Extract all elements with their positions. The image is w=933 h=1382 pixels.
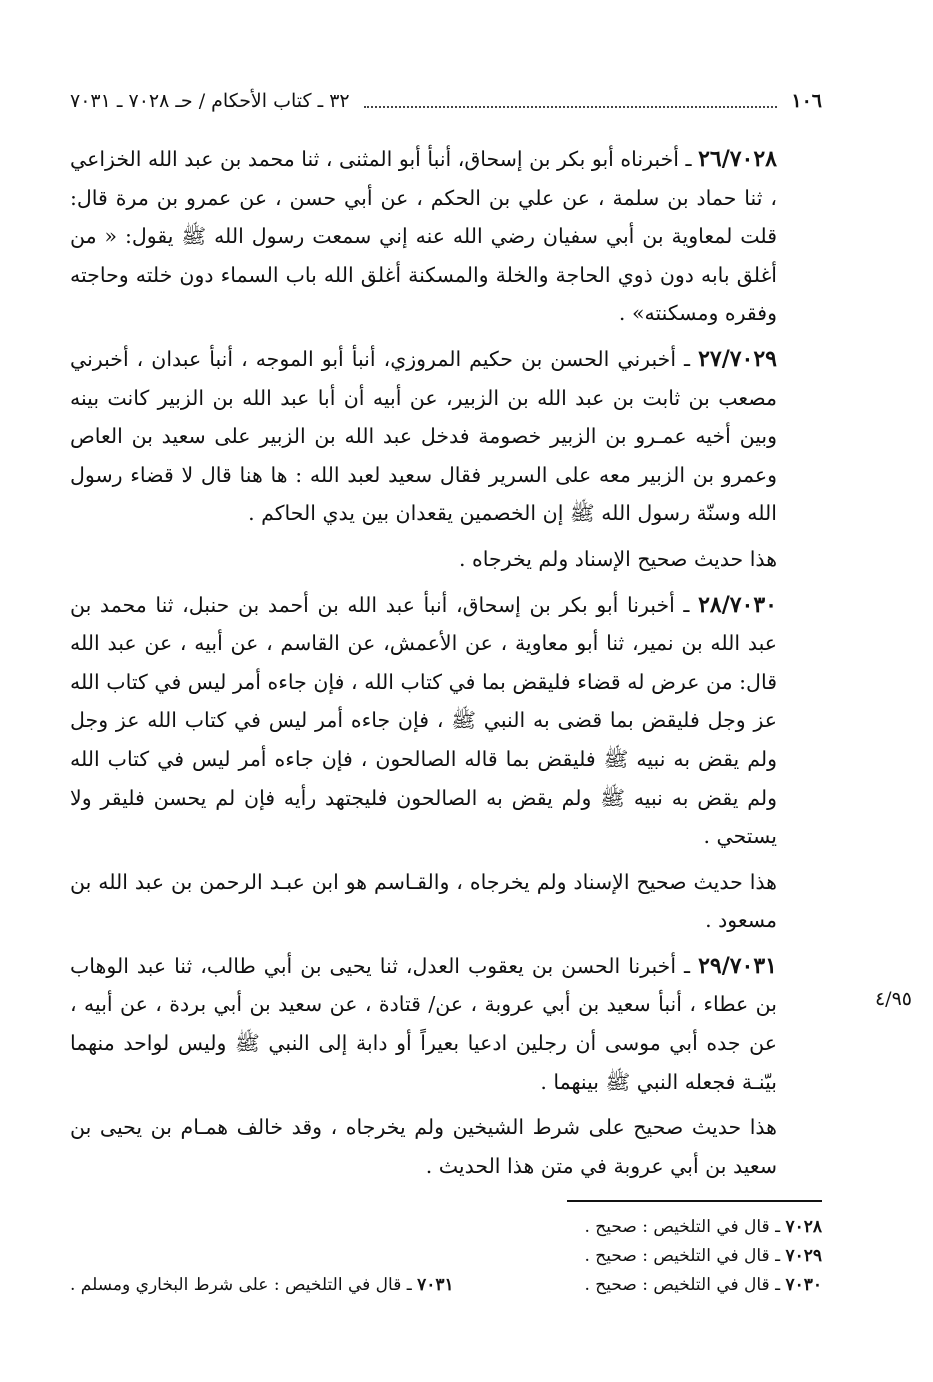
footnote-number: ٧٠٣١: [417, 1275, 454, 1295]
hadith-number: ٢٩/٧٠٣١: [698, 952, 777, 979]
footnote-separator: [567, 1200, 822, 1202]
hadith-7029: [70, 340, 822, 533]
footnote-text: ـ قال في التلخيص : صحيح .: [584, 1217, 786, 1237]
footnote-7030: [584, 1271, 822, 1300]
hadith-text: ـ أخبرني الحسن بن حكيم المروزي، أنبأ أبو الموجه ، أنبأ عبدان ، أخبرني مصعب بن ثابت بن عبد الله بن الزبير، عن أبيه أن أبا عبد الله بن الزبير كانت بينه وبين أخيه عمـرو بن الزبير خصومة فدخل عبد الله بن الزبير على سعيد بن العاص وعمرو بن الزبير معه على السرير فقال سعيد لعبد الله : ها هنا قال لا قضاء رسول الله وسنّة رسول الله ﷺ إن الخصمين يقعدان بين يدي الحاكم .: [70, 346, 777, 526]
hadith-number: ٢٨/٧٠٣٠: [698, 591, 777, 618]
header-title: ٣٢ ـ كتاب الأحكام / حـ ٧٠٢٨ ـ ٧٠٣١: [70, 90, 350, 112]
footnote-text: ـ قال في التلخيص : صحيح .: [584, 1246, 786, 1266]
margin-volume-page-ref: ٤/٩٥: [874, 988, 912, 1010]
footnote-7031: [70, 1271, 454, 1300]
page-number: ١٠٦: [791, 90, 822, 112]
footnote-row: [70, 1242, 822, 1271]
grading-7029: هذا حديث صحيح الإسناد ولم يخرجاه .: [458, 546, 777, 571]
hadith-7030: [70, 586, 822, 856]
footnote-number: ٧٠٢٨: [785, 1217, 822, 1237]
footnote-7029: [584, 1242, 822, 1271]
hadith-text: ـ أخبرنا الحسن بن يعقوب العدل، ثنا يحيى بن أبي طالب، ثنا عبد الوهاب بن عطاء ، أنبأ سعيد بن أبي عروبة ، عن/ قتادة ، عن سعيد بن أبي بردة ، عن أبيه ، عن جده أبي موسى أن رجلين ادعيا بعيراً أو دابة إلى النبي ﷺ وليس لواحد منهما بيّنـة فجعله النبي ﷺ بينهما .: [70, 953, 777, 1094]
hadith-text: ـ أخبرناه أبو بكر بن إسحاق، أنبأ أبو المثنى ، ثنا محمد بن عبد الله الخزاعي ، ثنا حماد بن سلمة ، عن علي بن الحكم ، عن أبي حسن ، عن عمرو بن مرة قال: قلت لمعاوية بن أبي سفيان رضي الله عنه إني سمعت رسول الله ﷺ يقول: « من أغلق بابه دون ذوي الحاجة والخلة والمسكنة أغلق الله باب السماء دون خلته وحاجته وفقره ومسكنته» .: [70, 147, 777, 326]
hadith-number: ٢٧/٧٠٢٩: [698, 345, 777, 372]
header-dotted-leader: [364, 106, 778, 108]
hadith-number: ٢٦/٧٠٢٨: [698, 146, 777, 172]
hadith-7028: [70, 140, 822, 333]
footnote-7028: [584, 1213, 822, 1242]
grading-7031: هذا حديث صحيح على شرط الشيخين ولم يخرجاه ، وقد خالف همـام بن يحيى بن سعيد بن أبي عروبة في متن هذا الحديث .: [70, 1115, 777, 1178]
hadith-text: ـ أخبرنا أبو بكر بن إسحاق، أنبأ عبد الله بن أحمد بن حنبل، ثنا محمد بن عبد الله بن نمير، ثنا أبو معاوية ، عن الأعمش، عن القاسم ، عن أبيه ، عن عبد الله قال: من عرض له قضاء فليقض بما في كتاب الله ، فإن جاءه أمر ليس في كتاب الله عز وجل فليقض بما قضى به النبي ﷺ ، فإن جاءه أمر ليس في كتاب الله عز وجل ولم يقض به نبيه ﷺ فليقض بما قاله الصالحون ، فإن جاءه أمر ليس في كتاب الله ولم يقض به نبيه ﷺ ولم يقض به الصالحون فليجتهد رأيه فإن لم يحسن فليقر ولا يستحي .: [70, 592, 777, 849]
footnotes: [70, 1213, 822, 1300]
footnote-text: ـ قال في التلخيص : على شرط البخاري ومسلم .: [70, 1275, 418, 1295]
hadith-7031: [70, 947, 822, 1101]
footnote-text: ـ قال في التلخيص : صحيح .: [584, 1275, 786, 1295]
footnote-number: ٧٠٣٠: [785, 1275, 822, 1295]
footnote-row: [70, 1271, 822, 1300]
footnote-row: [70, 1213, 822, 1242]
main-text: [70, 140, 822, 1192]
running-header: [70, 85, 822, 117]
grading-7030: هذا حديث صحيح الإسناد ولم يخرجاه ، والقـاسم هو ابن عبـد الرحمن بن عبد الله بن مسعود .: [70, 869, 777, 933]
footnote-number: ٧٠٢٩: [785, 1246, 822, 1266]
